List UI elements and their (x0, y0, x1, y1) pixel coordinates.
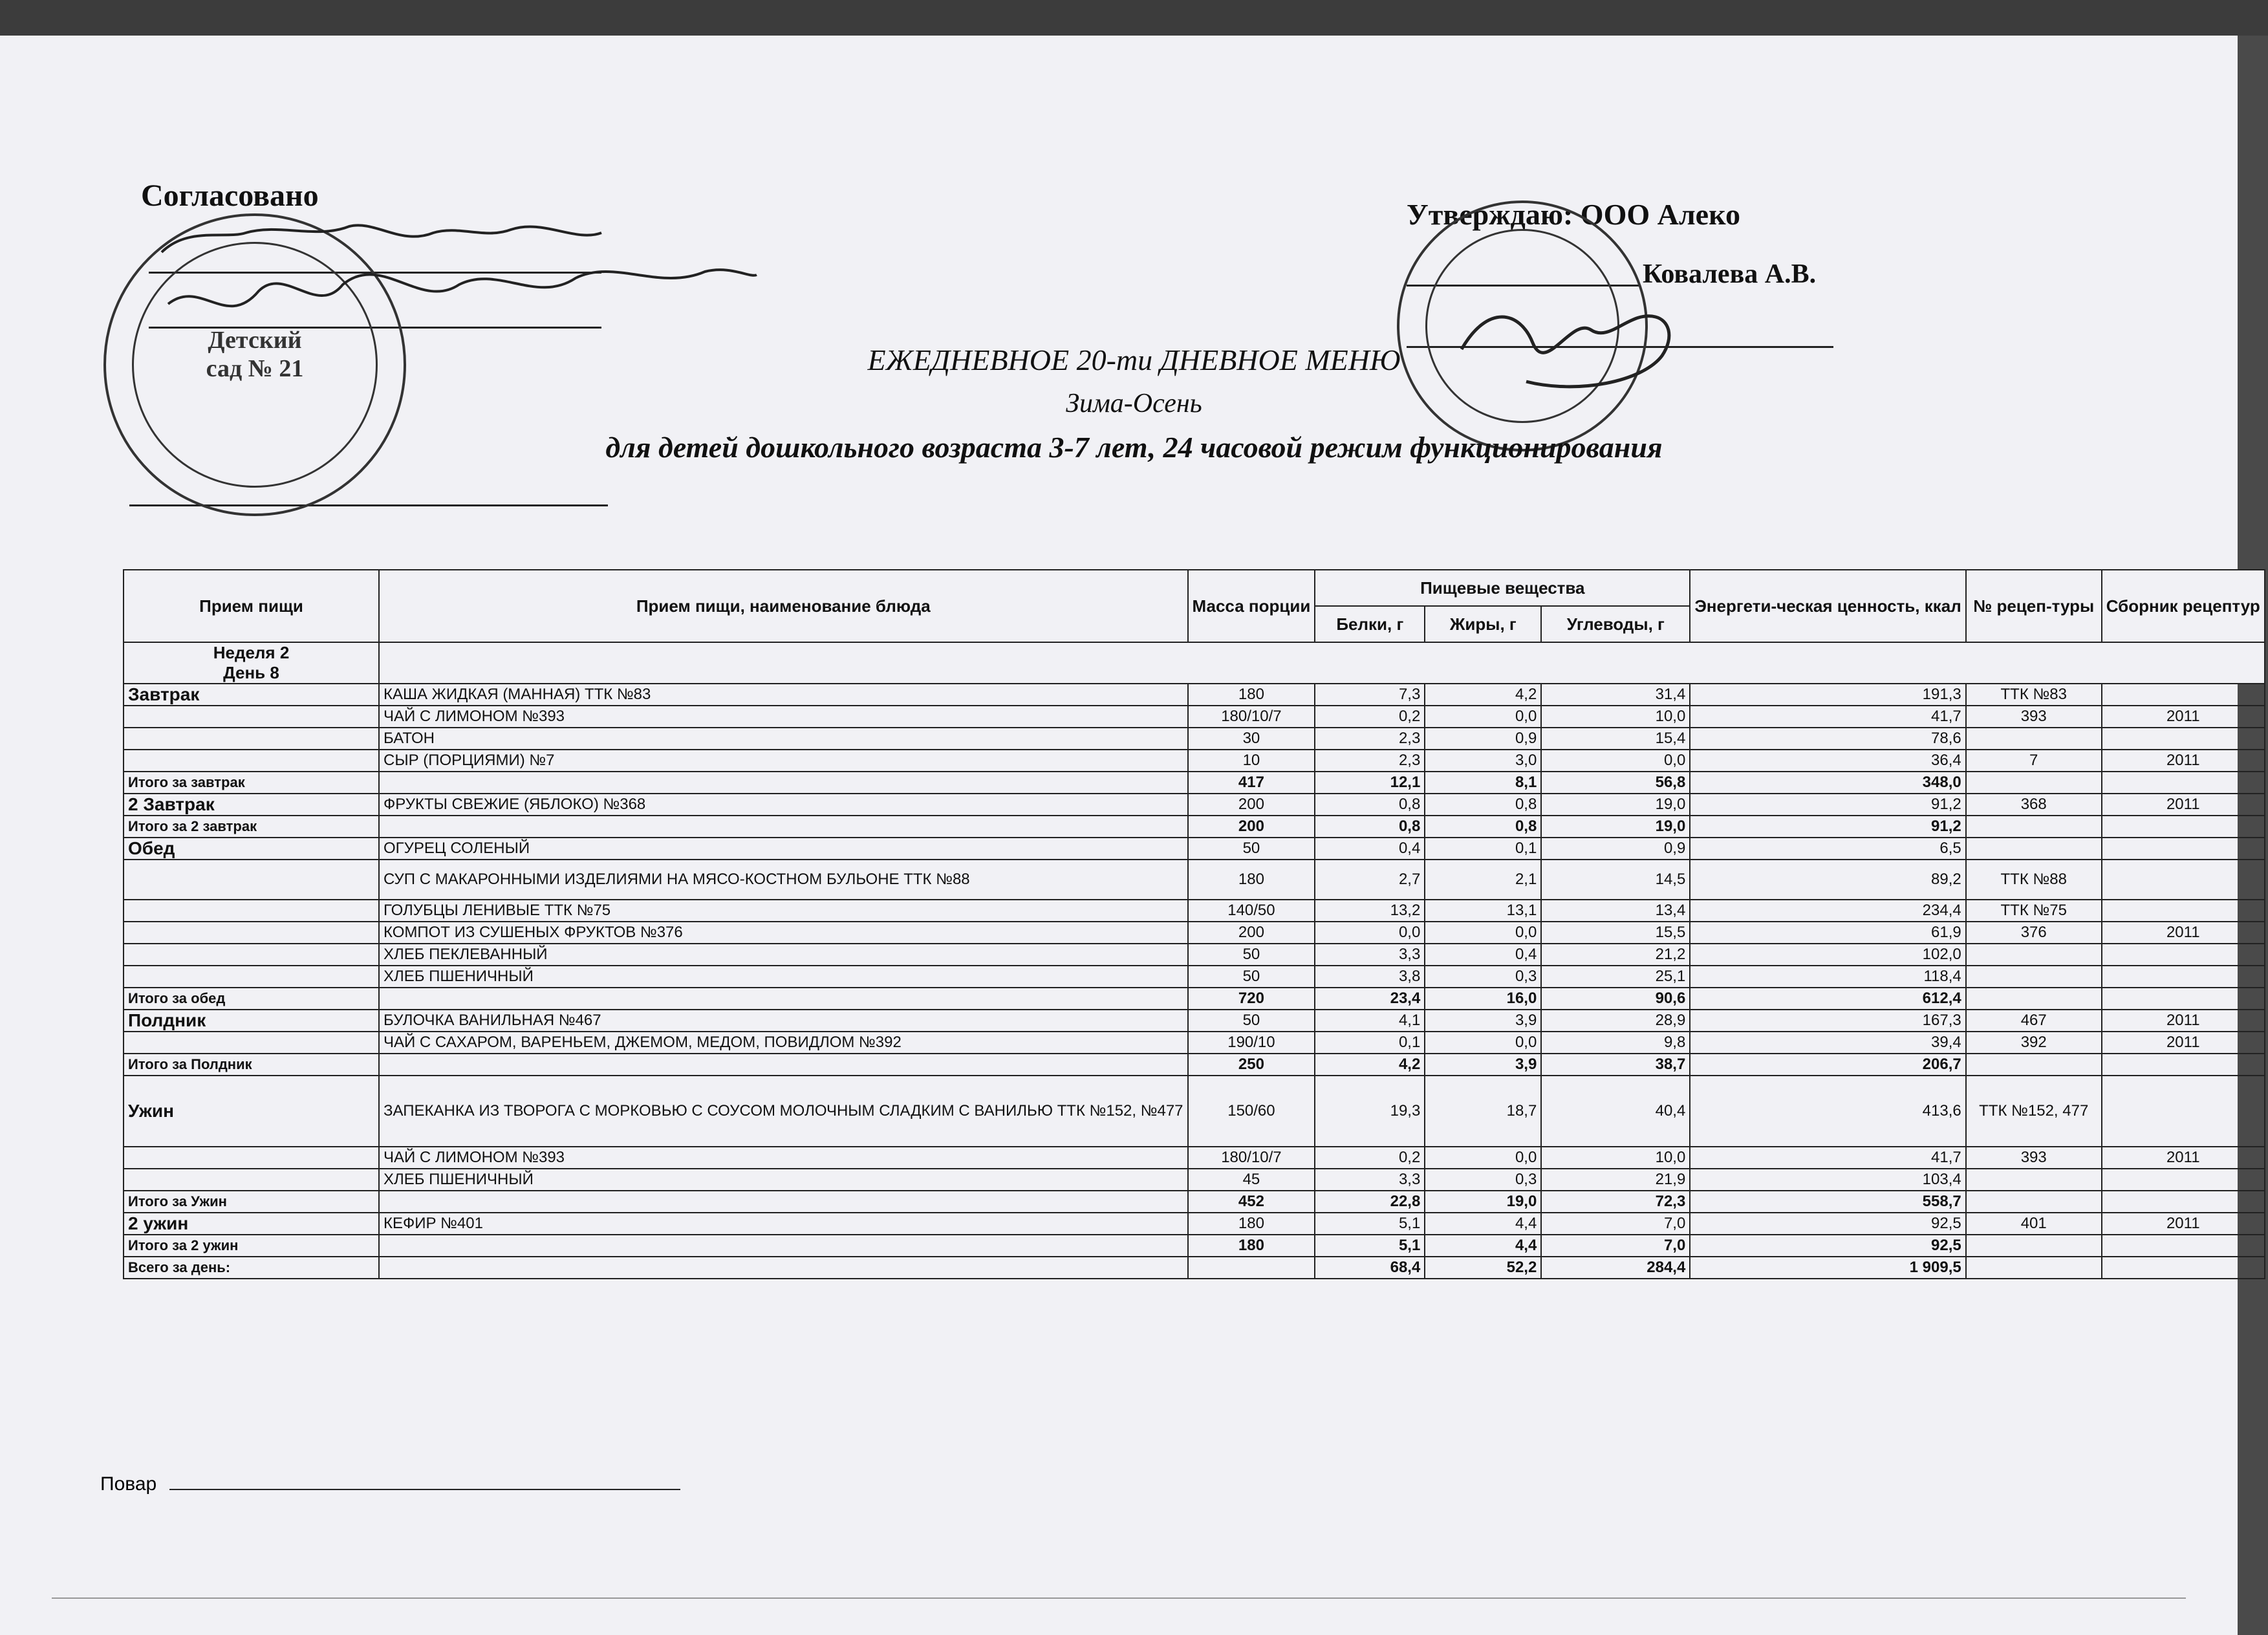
dish-cell (379, 772, 1188, 794)
dish-cell (379, 988, 1188, 1010)
value-cell: 7,0 (1541, 1213, 1690, 1235)
value-cell: 6,5 (1690, 838, 1965, 860)
dish-cell: ХЛЕБ ПШЕНИЧНЫЙ (379, 1169, 1188, 1191)
value-cell (1966, 1257, 2102, 1279)
dish-cell: ХЛЕБ ПЕКЛЕВАННЫЙ (379, 944, 1188, 966)
agreed-label: Согласовано (141, 179, 319, 213)
value-cell: 0,4 (1315, 838, 1425, 860)
total-row (124, 988, 2265, 1010)
week-day-label: Неделя 2 День 8 (124, 642, 379, 684)
value-cell: 140/50 (1188, 900, 1315, 922)
value-cell: 0,4 (1425, 944, 1541, 966)
value-cell: 61,9 (1690, 922, 1965, 944)
value-cell: 68,4 (1315, 1257, 1425, 1279)
cook-signature-line (169, 1489, 680, 1490)
value-cell: 4,1 (1315, 1010, 1425, 1032)
value-cell: 467 (1966, 1010, 2102, 1032)
value-cell: 78,6 (1690, 728, 1965, 750)
value-cell: 19,0 (1541, 794, 1690, 816)
value-cell (1966, 728, 2102, 750)
col-header-recipe-no: № рецеп-туры (1966, 570, 2102, 642)
value-cell: 52,2 (1425, 1257, 1541, 1279)
value-cell: 0,0 (1425, 922, 1541, 944)
scan-top-border (0, 0, 2268, 36)
value-cell: 0,1 (1315, 1032, 1425, 1054)
value-cell: 38,7 (1541, 1054, 1690, 1076)
value-cell: 13,2 (1315, 900, 1425, 922)
value-cell: 91,2 (1690, 816, 1965, 838)
value-cell: 45 (1188, 1169, 1315, 1191)
value-cell: 0,3 (1425, 1169, 1541, 1191)
value-cell: 102,0 (1690, 944, 1965, 966)
value-cell (2102, 1054, 2265, 1076)
total-row (124, 816, 2265, 838)
col-header-dish: Прием пищи, наименование блюда (379, 570, 1188, 642)
table-row (124, 706, 2265, 728)
value-cell (2102, 1257, 2265, 1279)
value-cell: 2011 (2102, 750, 2265, 772)
value-cell: 36,4 (1690, 750, 1965, 772)
meal-cell: Полдник (124, 1010, 379, 1032)
table-row (124, 1076, 2265, 1147)
value-cell: 200 (1188, 922, 1315, 944)
menu-subtitle: для детей дошкольного возраста 3-7 лет, 24 часовой режим функционирования (605, 431, 1663, 464)
value-cell: 720 (1188, 988, 1315, 1010)
value-cell: 0,0 (1425, 1147, 1541, 1169)
meal-cell: Завтрак (124, 684, 379, 706)
total-row (124, 772, 2265, 794)
table-row (124, 860, 2265, 900)
meal-cell: Ужин (124, 1076, 379, 1147)
value-cell: 2011 (2102, 706, 2265, 728)
value-cell: 393 (1966, 706, 2102, 728)
scan-bottom-line (52, 1597, 2186, 1599)
value-cell: ТТК №83 (1966, 684, 2102, 706)
value-cell: 0,2 (1315, 1147, 1425, 1169)
table-row (124, 966, 2265, 988)
value-cell: 39,4 (1690, 1032, 1965, 1054)
value-cell: 3,9 (1425, 1054, 1541, 1076)
meal-cell: Обед (124, 838, 379, 860)
value-cell: 12,1 (1315, 772, 1425, 794)
value-cell: 2,3 (1315, 728, 1425, 750)
value-cell: 2011 (2102, 1147, 2265, 1169)
value-cell: 206,7 (1690, 1054, 1965, 1076)
value-cell: 13,4 (1541, 900, 1690, 922)
dish-cell (379, 1191, 1188, 1213)
value-cell: 180 (1188, 860, 1315, 900)
value-cell (1966, 1191, 2102, 1213)
menu-table (123, 569, 2265, 1279)
value-cell (1966, 1235, 2102, 1257)
table-row (124, 1213, 2265, 1235)
value-cell (2102, 1076, 2265, 1147)
value-cell (2102, 988, 2265, 1010)
table-row (124, 684, 2265, 706)
value-cell: 393 (1966, 1147, 2102, 1169)
table-row (124, 794, 2265, 816)
meal-cell (124, 922, 379, 944)
value-cell: 18,7 (1425, 1076, 1541, 1147)
dish-cell: КОМПОТ ИЗ СУШЕНЫХ ФРУКТОВ №376 (379, 922, 1188, 944)
col-header-collection: Сборник рецептур (2102, 570, 2265, 642)
value-cell: 180 (1188, 1213, 1315, 1235)
value-cell: 10,0 (1541, 706, 1690, 728)
value-cell: 19,0 (1541, 816, 1690, 838)
value-cell: 103,4 (1690, 1169, 1965, 1191)
meal-cell (124, 1169, 379, 1191)
value-cell: 92,5 (1690, 1213, 1965, 1235)
value-cell: 19,3 (1315, 1076, 1425, 1147)
value-cell (1188, 1257, 1315, 1279)
dish-cell: ЗАПЕКАНКА ИЗ ТВОРОГА С МОРКОВЬЮ С СОУСОМ МОЛОЧНЫМ СЛАДКИМ С ВАНИЛЬЮ ТТК №152, №477 (379, 1076, 1188, 1147)
value-cell: 2011 (2102, 922, 2265, 944)
col-header-portion: Масса порции (1188, 570, 1315, 642)
value-cell: 3,9 (1425, 1010, 1541, 1032)
value-cell: 50 (1188, 838, 1315, 860)
approved-label: Утверждаю: ООО Алеко (1407, 198, 1740, 231)
value-cell: 0,8 (1315, 816, 1425, 838)
value-cell: 7,0 (1541, 1235, 1690, 1257)
value-cell: 376 (1966, 922, 2102, 944)
value-cell: ТТК №88 (1966, 860, 2102, 900)
value-cell: 4,4 (1425, 1213, 1541, 1235)
meal-cell: Всего за день: (124, 1257, 379, 1279)
value-cell (2102, 860, 2265, 900)
value-cell: 7 (1966, 750, 2102, 772)
value-cell: 0,0 (1425, 706, 1541, 728)
dish-cell: БУЛОЧКА ВАНИЛЬНАЯ №467 (379, 1010, 1188, 1032)
value-cell: 3,0 (1425, 750, 1541, 772)
total-row (124, 1235, 2265, 1257)
value-cell: 413,6 (1690, 1076, 1965, 1147)
meal-cell (124, 1147, 379, 1169)
value-cell: 2011 (2102, 794, 2265, 816)
value-cell (1966, 816, 2102, 838)
total-row (124, 1054, 2265, 1076)
value-cell: 4,4 (1425, 1235, 1541, 1257)
meal-cell: 2 Завтрак (124, 794, 379, 816)
value-cell: 180 (1188, 684, 1315, 706)
value-cell: 180/10/7 (1188, 706, 1315, 728)
meal-cell (124, 706, 379, 728)
col-header-fat: Жиры, г (1425, 606, 1541, 642)
value-cell: 118,4 (1690, 966, 1965, 988)
value-cell: 15,4 (1541, 728, 1690, 750)
value-cell: 14,5 (1541, 860, 1690, 900)
value-cell: 28,9 (1541, 1010, 1690, 1032)
value-cell: 50 (1188, 944, 1315, 966)
meal-cell (124, 1032, 379, 1054)
value-cell: 23,4 (1315, 988, 1425, 1010)
value-cell: 417 (1188, 772, 1315, 794)
meal-cell: Итого за 2 ужин (124, 1235, 379, 1257)
value-cell: 5,1 (1315, 1235, 1425, 1257)
value-cell: 7,3 (1315, 684, 1425, 706)
value-cell: 9,8 (1541, 1032, 1690, 1054)
value-cell: 180 (1188, 1235, 1315, 1257)
value-cell: 348,0 (1690, 772, 1965, 794)
value-cell: 22,8 (1315, 1191, 1425, 1213)
value-cell (2102, 684, 2265, 706)
value-cell: 19,0 (1425, 1191, 1541, 1213)
value-cell: 191,3 (1690, 684, 1965, 706)
value-cell: 612,4 (1690, 988, 1965, 1010)
table-row (124, 900, 2265, 922)
menu-season: Зима-Осень (1066, 389, 1202, 418)
meal-cell: Итого за завтрак (124, 772, 379, 794)
meal-cell (124, 750, 379, 772)
value-cell: 0,8 (1425, 816, 1541, 838)
meal-cell: Итого за Ужин (124, 1191, 379, 1213)
dish-cell (379, 1054, 1188, 1076)
value-cell: 2,3 (1315, 750, 1425, 772)
value-cell: 10,0 (1541, 1147, 1690, 1169)
dish-cell: ФРУКТЫ СВЕЖИЕ (ЯБЛОКО) №368 (379, 794, 1188, 816)
meal-cell: Итого за обед (124, 988, 379, 1010)
value-cell: 284,4 (1541, 1257, 1690, 1279)
value-cell: 200 (1188, 794, 1315, 816)
value-cell: 4,2 (1315, 1054, 1425, 1076)
value-cell: 16,0 (1425, 988, 1541, 1010)
value-cell: 92,5 (1690, 1235, 1965, 1257)
value-cell (1966, 1054, 2102, 1076)
value-cell: 4,2 (1425, 684, 1541, 706)
total-row (124, 1191, 2265, 1213)
value-cell (2102, 1191, 2265, 1213)
cook-label: Повар (100, 1473, 157, 1495)
value-cell: 234,4 (1690, 900, 1965, 922)
table-row (124, 1147, 2265, 1169)
value-cell: 25,1 (1541, 966, 1690, 988)
value-cell: 50 (1188, 966, 1315, 988)
dish-cell: ГОЛУБЦЫ ЛЕНИВЫЕ ТТК №75 (379, 900, 1188, 922)
dish-cell: ЧАЙ С ЛИМОНОМ №393 (379, 1147, 1188, 1169)
table-row (124, 728, 2265, 750)
value-cell: 392 (1966, 1032, 2102, 1054)
meal-cell: Итого за 2 завтрак (124, 816, 379, 838)
value-cell: 50 (1188, 1010, 1315, 1032)
meal-cell: Итого за Полдник (124, 1054, 379, 1076)
col-header-energy: Энергети-ческая ценность, ккал (1690, 570, 1965, 642)
value-cell: 452 (1188, 1191, 1315, 1213)
value-cell: 3,3 (1315, 944, 1425, 966)
dish-cell: ЧАЙ С САХАРОМ, ВАРЕНЬЕМ, ДЖЕМОМ, МЕДОМ, ПОВИДЛОМ №392 (379, 1032, 1188, 1054)
value-cell: 2011 (2102, 1032, 2265, 1054)
dish-cell (379, 1257, 1188, 1279)
value-cell: 2,1 (1425, 860, 1541, 900)
value-cell: 31,4 (1541, 684, 1690, 706)
value-cell: 90,6 (1541, 988, 1690, 1010)
value-cell: 3,3 (1315, 1169, 1425, 1191)
meal-cell (124, 944, 379, 966)
value-cell: 2,7 (1315, 860, 1425, 900)
total-row (124, 1257, 2265, 1279)
value-cell: 0,0 (1315, 922, 1425, 944)
value-cell: 0,2 (1315, 706, 1425, 728)
value-cell: 0,0 (1425, 1032, 1541, 1054)
table-row (124, 1032, 2265, 1054)
value-cell: 30 (1188, 728, 1315, 750)
value-cell: 21,2 (1541, 944, 1690, 966)
table-row (124, 1169, 2265, 1191)
meal-cell (124, 728, 379, 750)
table-row (124, 1010, 2265, 1032)
value-cell: 21,9 (1541, 1169, 1690, 1191)
value-cell: 41,7 (1690, 1147, 1965, 1169)
dish-cell (379, 1235, 1188, 1257)
value-cell (1966, 1169, 2102, 1191)
value-cell: 15,5 (1541, 922, 1690, 944)
menu-title: ЕЖЕДНЕВНОЕ 20-ти ДНЕВНОЕ МЕНЮ (867, 343, 1401, 376)
value-cell: 10 (1188, 750, 1315, 772)
dish-cell: ОГУРЕЦ СОЛЕНЫЙ (379, 838, 1188, 860)
dish-cell (379, 816, 1188, 838)
dish-cell: КЕФИР №401 (379, 1213, 1188, 1235)
col-header-carbs: Углеводы, г (1541, 606, 1690, 642)
meal-cell (124, 900, 379, 922)
value-cell: 250 (1188, 1054, 1315, 1076)
value-cell (2102, 816, 2265, 838)
dish-cell: ЧАЙ С ЛИМОНОМ №393 (379, 706, 1188, 728)
value-cell (2102, 838, 2265, 860)
dish-cell: СЫР (ПОРЦИЯМИ) №7 (379, 750, 1188, 772)
value-cell (2102, 728, 2265, 750)
table-row (124, 922, 2265, 944)
value-cell: 41,7 (1690, 706, 1965, 728)
kindergarten-stamp: Детский сад № 21 (103, 213, 406, 516)
dish-cell: КАША ЖИДКАЯ (МАННАЯ) ТТК №83 (379, 684, 1188, 706)
meal-cell (124, 966, 379, 988)
table-row (124, 838, 2265, 860)
table-row (124, 944, 2265, 966)
meal-cell (124, 860, 379, 900)
menu-table-body (124, 684, 2265, 1279)
value-cell: 190/10 (1188, 1032, 1315, 1054)
value-cell (2102, 772, 2265, 794)
value-cell: 89,2 (1690, 860, 1965, 900)
value-cell: 5,1 (1315, 1213, 1425, 1235)
value-cell: 150/60 (1188, 1076, 1315, 1147)
value-cell: 167,3 (1690, 1010, 1965, 1032)
dish-cell: БАТОН (379, 728, 1188, 750)
value-cell: 200 (1188, 816, 1315, 838)
value-cell: 0,0 (1541, 750, 1690, 772)
value-cell: 1 909,5 (1690, 1257, 1965, 1279)
value-cell (2102, 966, 2265, 988)
value-cell: ТТК №152, 477 (1966, 1076, 2102, 1147)
value-cell (1966, 838, 2102, 860)
value-cell: 368 (1966, 794, 2102, 816)
col-header-protein: Белки, г (1315, 606, 1425, 642)
value-cell (1966, 944, 2102, 966)
value-cell (1966, 966, 2102, 988)
col-header-meal: Прием пищи (124, 570, 379, 642)
meal-cell: 2 ужин (124, 1213, 379, 1235)
dish-cell: СУП С МАКАРОННЫМИ ИЗДЕЛИЯМИ НА МЯСО-КОСТНОМ БУЛЬОНЕ ТТК №88 (379, 860, 1188, 900)
value-cell: 180/10/7 (1188, 1147, 1315, 1169)
value-cell: 0,9 (1541, 838, 1690, 860)
value-cell: 2011 (2102, 1010, 2265, 1032)
value-cell (2102, 1169, 2265, 1191)
value-cell: 0,3 (1425, 966, 1541, 988)
value-cell: 0,8 (1425, 794, 1541, 816)
value-cell: 0,8 (1315, 794, 1425, 816)
value-cell: 8,1 (1425, 772, 1541, 794)
value-cell: 0,1 (1425, 838, 1541, 860)
value-cell (1966, 772, 2102, 794)
value-cell: 56,8 (1541, 772, 1690, 794)
approver-name: Ковалева А.В. (1643, 259, 1817, 289)
agreed-signature (149, 213, 763, 343)
value-cell: 13,1 (1425, 900, 1541, 922)
value-cell: 2011 (2102, 1213, 2265, 1235)
col-header-nutrients: Пищевые вещества (1315, 570, 1690, 606)
value-cell (2102, 1235, 2265, 1257)
table-row (124, 750, 2265, 772)
value-cell: 72,3 (1541, 1191, 1690, 1213)
value-cell: 3,8 (1315, 966, 1425, 988)
value-cell (2102, 900, 2265, 922)
value-cell: 558,7 (1690, 1191, 1965, 1213)
value-cell (2102, 944, 2265, 966)
value-cell: 0,9 (1425, 728, 1541, 750)
dish-cell: ХЛЕБ ПШЕНИЧНЫЙ (379, 966, 1188, 988)
value-cell: 40,4 (1541, 1076, 1690, 1147)
value-cell: 401 (1966, 1213, 2102, 1235)
value-cell: 91,2 (1690, 794, 1965, 816)
value-cell (1966, 988, 2102, 1010)
value-cell: ТТК №75 (1966, 900, 2102, 922)
